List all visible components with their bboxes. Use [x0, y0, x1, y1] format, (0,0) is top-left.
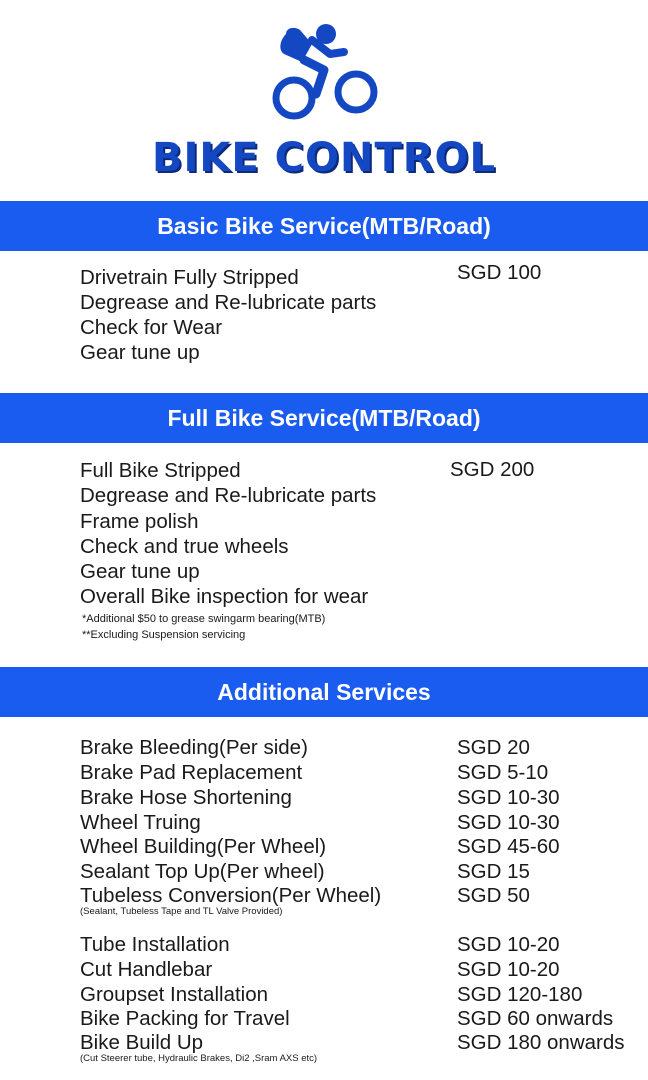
addon-price-4: SGD 10-30 [457, 811, 560, 834]
full-item-4: Check and true wheels [80, 535, 289, 558]
addon-price-5: SGD 45-60 [457, 835, 560, 858]
addon-name-4: Wheel Truing [80, 811, 201, 834]
addon-name-8: Tube Installation [80, 933, 230, 956]
cyclist-icon [268, 14, 380, 126]
addon-name-12: Bike Build Up [80, 1031, 204, 1054]
full-service-header [0, 393, 648, 443]
basic-service-header [0, 201, 648, 251]
addon-name-1: Brake Bleeding(Per side) [80, 736, 308, 759]
addon-group1-note: (Sealant, Tubeless Tape and TL Valve Provided) [80, 906, 283, 917]
full-note-1: *Additional $50 to grease swingarm bearing(MTB) [82, 613, 326, 625]
full-item-3: Frame polish [80, 510, 199, 533]
full-price: SGD 200 [450, 458, 535, 481]
full-item-5: Gear tune up [80, 560, 200, 583]
addon-price-10: SGD 120-180 [457, 983, 583, 1006]
addon-price-1: SGD 20 [457, 736, 530, 759]
addon-price-2: SGD 5-10 [457, 761, 549, 784]
addon-price-9: SGD 10-20 [457, 958, 560, 981]
addon-price-11: SGD 60 onwards [457, 1007, 614, 1030]
addon-price-8: SGD 10-20 [457, 933, 560, 956]
additional-services-title: Additional Services [217, 678, 431, 705]
basic-item-4: Gear tune up [80, 341, 200, 364]
addon-name-11: Bike Packing for Travel [80, 1007, 290, 1030]
addon-price-3: SGD 10-30 [457, 786, 560, 809]
full-item-2: Degrease and Re-lubricate parts [80, 484, 377, 507]
basic-service-title: Basic Bike Service(MTB/Road) [157, 212, 491, 239]
addon-name-10: Groupset Installation [80, 983, 269, 1006]
addon-price-6: SGD 15 [457, 860, 530, 883]
basic-item-3: Check for Wear [80, 316, 223, 339]
addon-price-7: SGD 50 [457, 884, 530, 907]
basic-price: SGD 100 [457, 261, 542, 284]
addon-price-12: SGD 180 onwards [457, 1031, 625, 1054]
addon-name-5: Wheel Building(Per Wheel) [80, 835, 327, 858]
full-service-title: Full Bike Service(MTB/Road) [167, 404, 481, 431]
additional-services-header [0, 667, 648, 717]
addon-name-6: Sealant Top Up(Per wheel) [80, 860, 325, 883]
addon-group2-note: (Cut Steerer tube, Hydraulic Brakes, Di2 ,Sram AXS etc) [80, 1053, 318, 1064]
addon-name-7: Tubeless Conversion(Per Wheel) [80, 884, 382, 907]
addon-name-3: Brake Hose Shortening [80, 786, 292, 809]
full-item-1: Full Bike Stripped [80, 459, 241, 482]
basic-item-2: Degrease and Re-lubricate parts [80, 291, 377, 314]
full-item-6: Overall Bike inspection for wear [80, 585, 369, 608]
basic-item-1: Drivetrain Fully Stripped [80, 266, 299, 289]
full-note-2: **Excluding Suspension servicing [82, 629, 246, 641]
brand-title: BIKE CONTROL [151, 135, 497, 181]
addon-name-9: Cut Handlebar [80, 958, 213, 981]
addon-name-2: Brake Pad Replacement [80, 761, 303, 784]
